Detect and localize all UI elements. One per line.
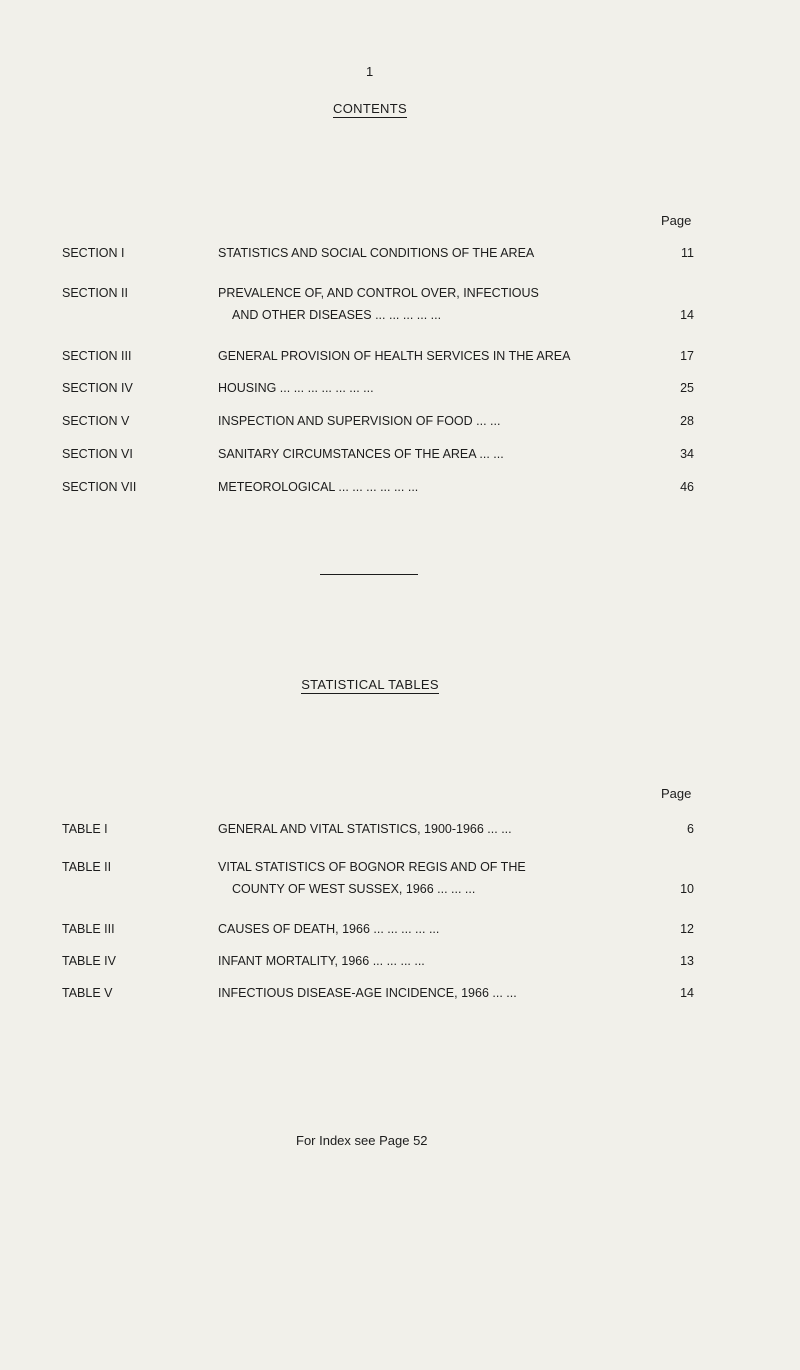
section-label: SECTION II xyxy=(62,286,128,300)
section-title xyxy=(218,443,504,465)
section-title-line: STATISTICS AND SOCIAL CONDITIONS OF THE AREA xyxy=(218,246,535,260)
section-title xyxy=(218,377,374,399)
section-page: 46 xyxy=(680,480,694,494)
section-page: 14 xyxy=(680,308,694,322)
section-title xyxy=(218,476,418,498)
table-label: TABLE III xyxy=(62,922,115,936)
table-label: TABLE IV xyxy=(62,954,116,968)
section-page: 28 xyxy=(680,414,694,428)
table-title-line: INFECTIOUS DISEASE-AGE INCIDENCE, 1966 ... ... xyxy=(218,986,517,1000)
page-number: 1 xyxy=(366,64,374,79)
section-page: 17 xyxy=(680,349,694,363)
contents-heading-text: CONTENTS xyxy=(333,101,407,116)
table-page: 6 xyxy=(687,822,694,836)
section-title-line: INSPECTION AND SUPERVISION OF FOOD ... ... xyxy=(218,414,501,428)
table-title-line: GENERAL AND VITAL STATISTICS, 1900-1966 ... ... xyxy=(218,822,512,836)
table-label: TABLE II xyxy=(62,860,112,874)
section-title xyxy=(218,242,534,264)
table-page: 14 xyxy=(680,986,694,1000)
section-title xyxy=(218,282,539,326)
table-page: 10 xyxy=(680,882,694,896)
section-label: SECTION V xyxy=(62,414,130,428)
table-title xyxy=(218,982,517,1004)
section-label: SECTION IV xyxy=(62,381,133,395)
contents-page-column-label: Page xyxy=(661,213,692,228)
section-page: 25 xyxy=(680,381,694,395)
section-title-line: PREVALENCE OF, AND CONTROL OVER, INFECTIOUS xyxy=(218,286,539,300)
section-page: 11 xyxy=(681,246,694,260)
section-label: SECTION VI xyxy=(62,447,133,461)
table-title xyxy=(218,856,526,900)
statistical-tables-heading-text: STATISTICAL TABLES xyxy=(301,677,439,692)
section-title-line: SANITARY CIRCUMSTANCES OF THE AREA ... ... xyxy=(218,447,504,461)
tables-page-column-label: Page xyxy=(661,786,692,801)
table-title-line: CAUSES OF DEATH, 1966 ... ... ... ... ... xyxy=(218,922,440,936)
table-title-line: COUNTY OF WEST SUSSEX, 1966 ... ... ... xyxy=(232,882,476,896)
table-title-line: INFANT MORTALITY, 1966 ... ... ... ... xyxy=(218,954,425,968)
section-title-line: HOUSING ... ... ... ... ... ... ... xyxy=(218,381,374,395)
section-divider xyxy=(320,574,418,575)
statistical-tables-heading xyxy=(250,677,490,694)
section-label: SECTION VII xyxy=(62,480,137,494)
table-page: 12 xyxy=(680,922,694,936)
section-page: 34 xyxy=(680,447,694,461)
section-title-line: GENERAL PROVISION OF HEALTH SERVICES IN THE AREA xyxy=(218,349,571,363)
section-title-line: METEOROLOGICAL ... ... ... ... ... ... xyxy=(218,480,419,494)
table-label: TABLE V xyxy=(62,986,113,1000)
section-label: SECTION III xyxy=(62,349,132,363)
table-title xyxy=(218,918,439,940)
index-footer-note: For Index see Page 52 xyxy=(296,1133,428,1148)
table-title-line: VITAL STATISTICS OF BOGNOR REGIS AND OF THE xyxy=(218,860,526,874)
table-page: 13 xyxy=(680,954,694,968)
section-title xyxy=(218,410,500,432)
section-label: SECTION I xyxy=(62,246,125,260)
table-label: TABLE I xyxy=(62,822,108,836)
table-title xyxy=(218,818,512,840)
table-title xyxy=(218,950,425,972)
section-title-line: AND OTHER DISEASES ... ... ... ... ... xyxy=(232,308,442,322)
contents-heading xyxy=(300,101,440,118)
section-title xyxy=(218,345,570,367)
